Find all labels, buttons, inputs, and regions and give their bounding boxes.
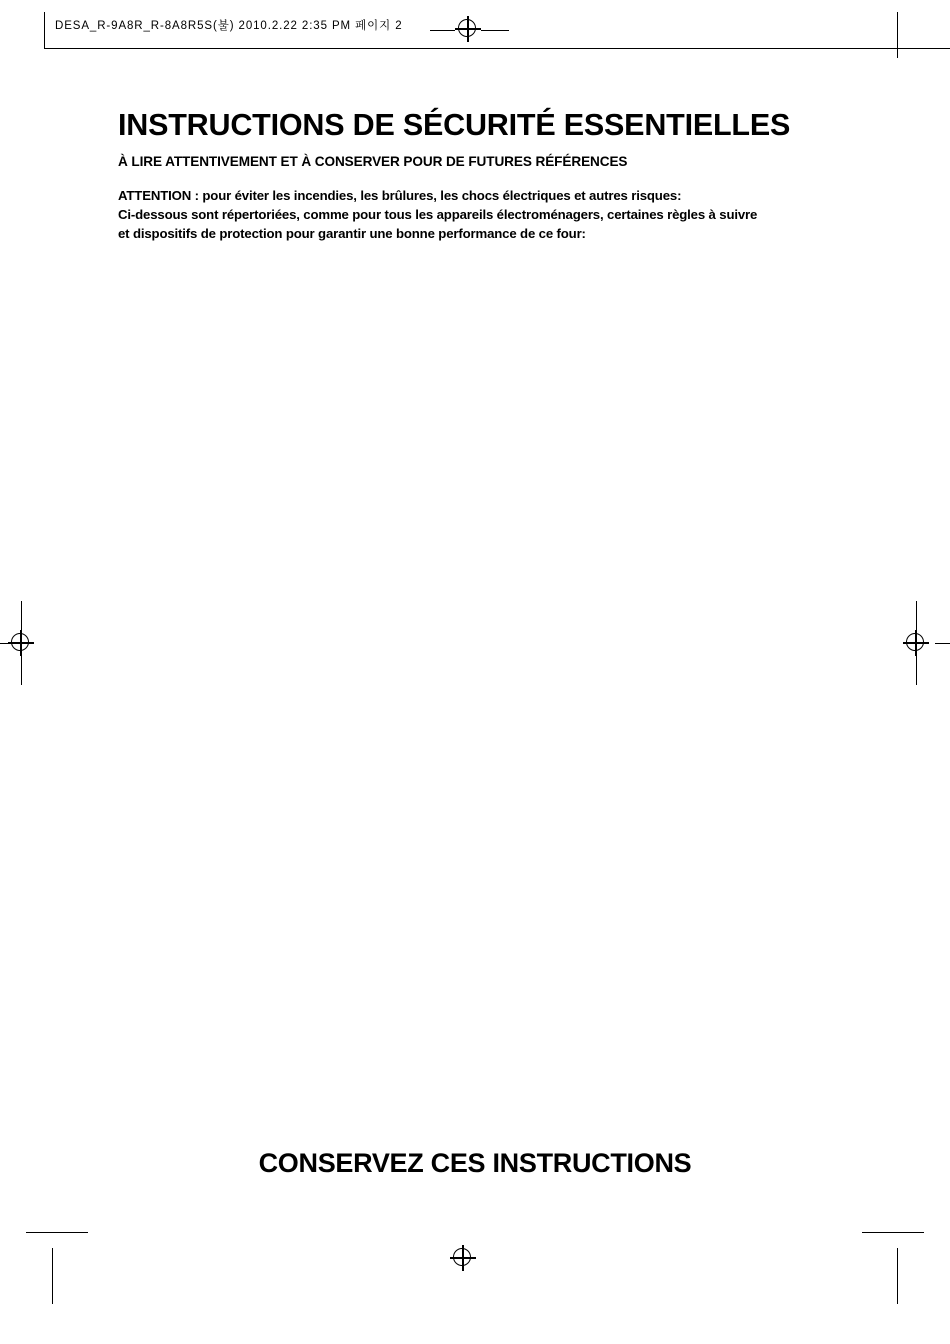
registration-mark-right bbox=[903, 630, 929, 656]
warning-line-2: Ci-dessous sont répertoriées, comme pour tous les appareils électroménagers, certaines règles à suivre bbox=[118, 207, 758, 223]
crop-mark-top-center-left bbox=[430, 30, 455, 31]
header-rule bbox=[44, 48, 950, 49]
page-subtitle: À LIRE ATTENTIVEMENT ET À CONSERVER POUR DE FUTURES RÉFÉRENCES bbox=[118, 154, 628, 170]
crop-mark-left-vertical-lower bbox=[21, 655, 22, 685]
crop-mark-bottom-left-vertical bbox=[52, 1248, 53, 1304]
crop-mark-left-horizontal bbox=[0, 643, 12, 644]
crop-mark-top-center-right bbox=[481, 30, 509, 31]
registration-mark-bottom bbox=[450, 1245, 476, 1271]
page-title: INSTRUCTIONS DE SÉCURITÉ ESSENTIELLES bbox=[118, 108, 791, 142]
crop-mark-right-vertical-upper bbox=[916, 601, 917, 631]
crop-mark-bottom-right-vertical bbox=[897, 1248, 898, 1304]
print-slug-line: DESA_R-9A8R_R-8A8R5S(불) 2010.2.22 2:35 PM 페이지 2 bbox=[55, 20, 403, 32]
crop-mark-left-vertical-upper bbox=[21, 601, 22, 631]
header-tick bbox=[44, 12, 45, 48]
warning-line-3: et dispositifs de protection pour garantir une bonne performance de ce four: bbox=[118, 226, 586, 242]
crop-mark-bottom-right-horizontal bbox=[862, 1232, 924, 1233]
crop-mark-right-vertical-lower bbox=[916, 655, 917, 685]
registration-mark-top bbox=[455, 16, 481, 42]
warning-paragraph bbox=[118, 186, 848, 243]
footer-heading: CONSERVEZ CES INSTRUCTIONS bbox=[258, 1148, 692, 1178]
crop-mark-right-horizontal bbox=[935, 643, 950, 644]
crop-mark-bottom-left-horizontal bbox=[26, 1232, 88, 1233]
document-content bbox=[118, 108, 848, 244]
warning-line-1: ATTENTION : pour éviter les incendies, les brûlures, les chocs électriques et autres risques: bbox=[118, 188, 682, 204]
crop-mark-top-right-vertical bbox=[897, 12, 898, 58]
